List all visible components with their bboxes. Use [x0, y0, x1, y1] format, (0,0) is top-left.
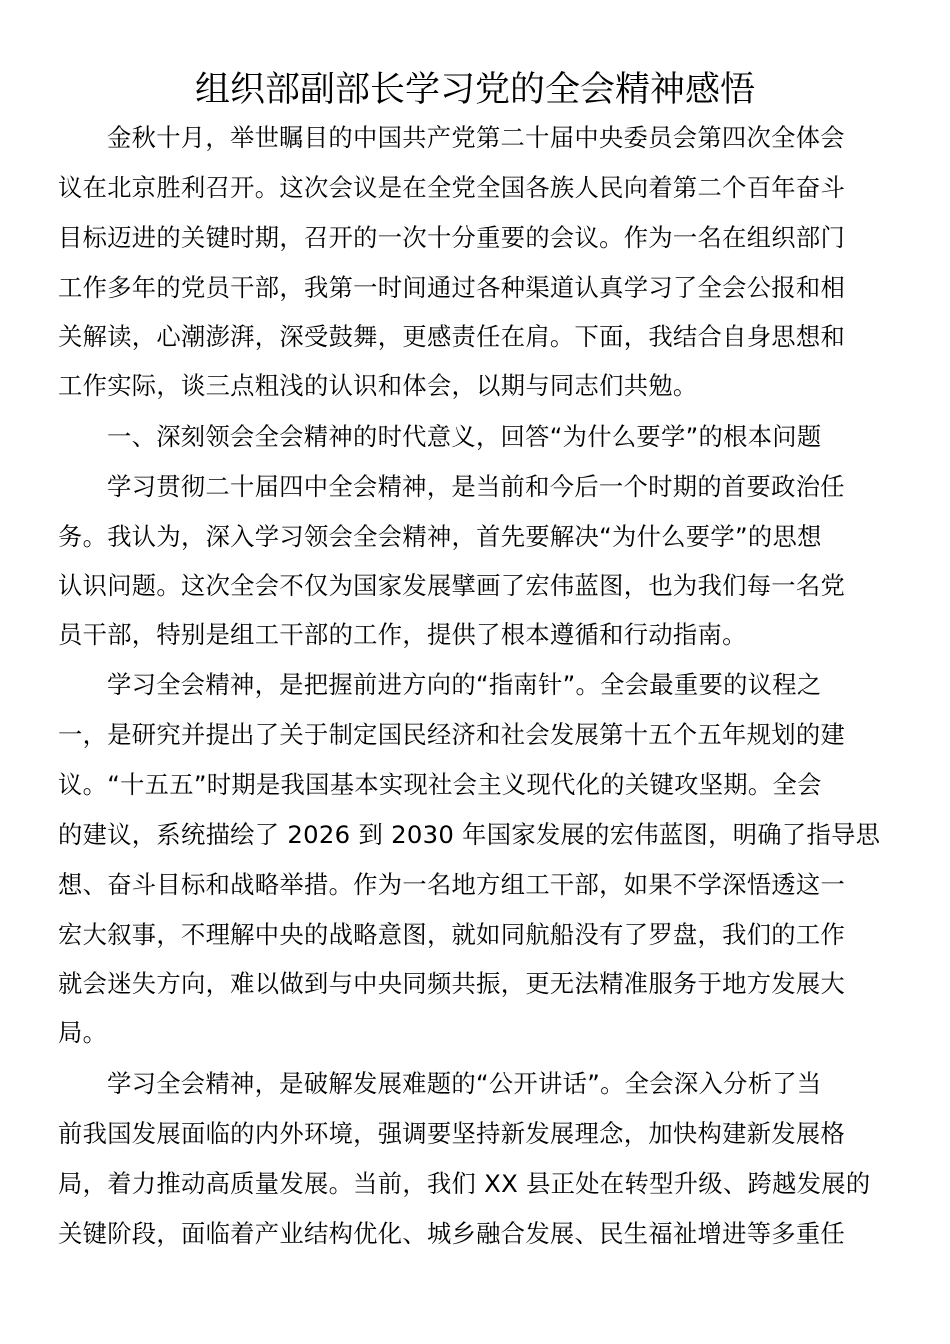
paragraph-line: 工作多年的党员干部，我第一时间通过各种渠道认真学习了全会公报和相 [58, 273, 846, 302]
paragraph-line: 学习贯彻二十届四中全会精神，是当前和今后一个时期的首要政治任 [107, 472, 845, 501]
paragraph-line: 局，着力推动高质量发展。当前，我们 XX 县正处在转型升级、跨越发展的 [58, 1169, 871, 1198]
paragraph-line: 前我国发展面临的内外环境，强调要坚持新发展理念，加快构建新发展格 [58, 1119, 846, 1148]
paragraph-line: 的建议，系统描绘了 2026 到 2030 年国家发展的宏伟蓝图，明确了指导思 [58, 820, 881, 849]
paragraph-line: 目标迈进的关键时期，召开的一次十分重要的会议。作为一名在组织部门 [58, 223, 846, 252]
paragraph-line: 学习全会精神，是破解发展难题的“公开讲话”。全会深入分析了当 [107, 1069, 822, 1098]
paragraph-line: 关键阶段，面临着产业结构优化、城乡融合发展、民生福祉增进等多重任 [58, 1219, 846, 1248]
paragraph-line: 宏大叙事，不理解中央的战略意图，就如同航船没有了罗盘，我们的工作 [58, 920, 846, 949]
paragraph-line: 学习全会精神，是把握前进方向的“指南针”。全会最重要的议程之 [107, 670, 822, 699]
paragraph-line: 工作实际，谈三点粗浅的认识和体会，以期与同志们共勉。 [58, 371, 698, 400]
paragraph-line: 局。 [58, 1018, 108, 1047]
paragraph-line: 金秋十月，举世瞩目的中国共产党第二十届中央委员会第四次全体会 [107, 123, 845, 152]
paragraph-line: 就会迷失方向，难以做到与中央同频共振，更无法精准服务于地方发展大 [58, 969, 846, 998]
paragraph-line: 关解读，心潮澎湃，深受鼓舞，更感责任在肩。下面，我结合自身思想和 [58, 322, 846, 351]
document-title: 组织部副部长学习党的全会精神感悟 [194, 70, 755, 110]
paragraph-line: 务。我认为，深入学习领会全会精神，首先要解决“为什么要学”的思想 [58, 522, 822, 551]
paragraph-line: 员干部，特别是组工干部的工作，提供了根本遵循和行动指南。 [58, 620, 747, 649]
section-heading: 一、深刻领会全会精神的时代意义，回答“为什么要学”的根本问题 [107, 422, 822, 451]
paragraph-line: 想、奋斗目标和战略举措。作为一名地方组工干部，如果不学深悟透这一 [58, 870, 846, 899]
paragraph-line: 议在北京胜利召开。这次会议是在全党全国各族人民向着第二个百年奋斗 [58, 173, 846, 202]
paragraph-line: 认识问题。这次全会不仅为国家发展擘画了宏伟蓝图，也为我们每一名党 [58, 571, 846, 600]
paragraph-line: 议。“十五五”时期是我国基本实现社会主义现代化的关键攻坚期。全会 [58, 770, 822, 799]
paragraph-line: 一，是研究并提出了关于制定国民经济和社会发展第十五个五年规划的建 [58, 720, 846, 749]
